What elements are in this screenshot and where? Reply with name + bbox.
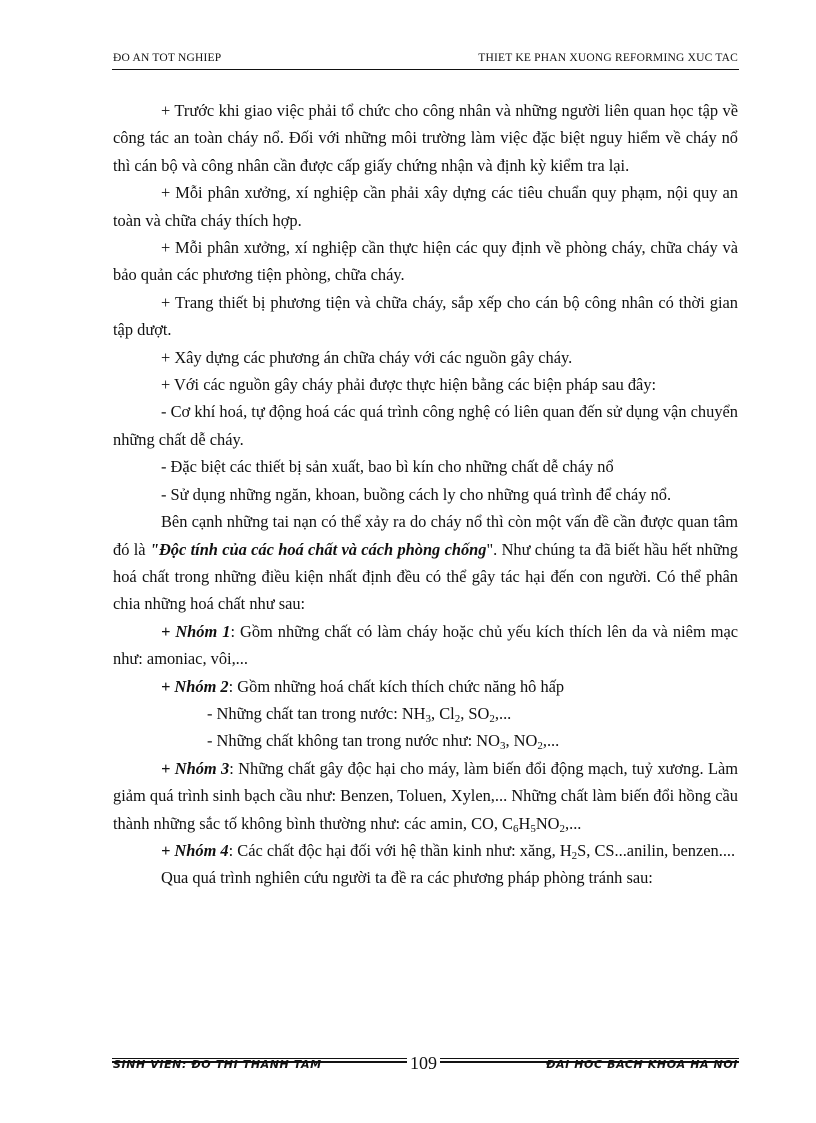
paragraph-training: + Trước khi giao việc phải tổ chức cho công nhân và những người liên quan học tập về công tác an toàn cháy nổ. Đối với những môi trường làm việc đặc biệt nguy hiểm về cháy nổ thì cán bộ và công nhân cần được cấp giấy chứng nhận và định kỳ kiểm tra lại. [113,101,738,175]
group-1-label: + Nhóm 1 [161,621,231,641]
paragraph-measures: + Với các nguồn gây cháy phải được thực hiện bằng các biện pháp sau đây: [161,375,657,395]
group-3-text: H [518,813,531,833]
group-2-label: + Nhóm 2 [161,676,229,696]
subscript: 2 [571,849,578,862]
group-4-text: S, CS...anilin, benzen.... [577,840,736,860]
paragraph-standards: + Mỗi phân xưởng, xí nghiệp cần phải xây dựng các tiêu chuẩn quy phạm, nội quy an toàn và chữa cháy thích hợp. [113,183,738,230]
group-4-paragraph [113,837,738,864]
group-1-paragraph [113,618,738,673]
subscript: 5 [530,822,536,835]
insoluble-text: , NO [505,731,538,751]
header-left-text: ĐO AN TOT NGHIEP [113,52,222,64]
group-3-paragraph [113,755,738,837]
group-2-text: : Gồm những hoá chất kích thích chức năng hô hấp [228,676,565,696]
paragraph-sealed-equipment: - Đặc biệt các thiết bị sản xuất, bao bì kín cho những chất dễ cháy nổ [161,457,614,477]
header-rule [112,69,739,70]
page-footer [113,1055,738,1077]
paragraph-toxicity [113,508,738,618]
insoluble-text: ,... [542,731,560,751]
soluble-text: ,... [494,703,512,723]
toxicity-emphasis: "Độc tính của các hoá chất và cách phòng chống [149,539,487,559]
group-2-soluble-line [113,700,738,727]
footer-university: ĐAI HOC BACH KHOA HA NOI [546,1058,738,1071]
paragraph-plans: + Xây dựng các phương án chữa cháy với các nguồn gây cháy. [161,347,573,367]
group-3-text: NO [535,813,560,833]
group-2-paragraph [113,673,738,700]
subscript: 3 [425,712,432,725]
toxicity-text-a: Bên cạnh những tai nạn có thể xảy ra do cháy nổ thì còn một vấn đề cần được quan tâm đó là [113,512,738,559]
page-body [113,97,738,892]
subscript: 2 [537,740,543,753]
paragraph-equipment: + Trang thiết bị phương tiện và chữa cháy, sắp xếp cho cán bộ công nhân có thời gian tập dượt. [113,292,738,340]
group-1-text: : Gồm những chất có làm cháy hoặc chủ yếu kích thích lên da và niêm mạc như: amoniac, vôi,... [113,621,738,669]
group-3-text: ,... [565,813,582,833]
page-number: 109 [407,1053,440,1074]
header-right-text: THIET KE PHAN XUONG REFORMING XUC TAC [478,52,738,64]
insoluble-text: - Những chất không tan trong nước như: NO [207,731,500,751]
soluble-text: , SO [460,703,490,723]
toxicity-text-b: ". Như chúng ta đã biết hầu hết những hoá chất trong những điều kiện nhất định đều có thể gây tác hại đến con người. Có thể phân chia những hoá chất như sau: [113,539,738,614]
soluble-text: , Cl [431,703,455,723]
subscript: 2 [454,712,461,725]
subscript: 6 [512,822,519,835]
paragraph-regulations: + Mỗi phân xưởng, xí nghiệp cần thực hiện các quy định về phòng cháy, chữa cháy và bảo quản các phương tiện phòng, chữa cháy. [113,238,738,285]
group-4-text: : Các chất độc hại đối với hệ thần kinh như: xăng, H [228,840,572,860]
subscript: 2 [489,712,495,725]
group-2-insoluble-line [113,727,738,754]
paragraph-automation: - Cơ khí hoá, tự động hoá các quá trình công nghệ có liên quan đến sử dụng vận chuyển những chất dễ cháy. [113,402,738,449]
subscript: 2 [559,822,565,835]
group-3-label: + Nhóm 3 [161,758,230,778]
group-3-text: : Những chất gây độc hại cho máy, làm biến đổi động mạch, tuỷ xương. Làm giảm quá trình sinh bạch cầu như: Benzen, Toluen, Xylen,... Những chất làm biến đổi hồng cầu thành những sắc tố không bình thường như: các amin, CO, C [113,758,738,833]
footer-student-name: SINH VIEN: ĐO THI THANH TAM [113,1058,322,1071]
paragraph-prevention-intro: Qua quá trình nghiên cứu người ta đề ra các phương pháp phòng tránh sau: [161,868,653,888]
group-4-label: + Nhóm 4 [161,840,229,860]
soluble-text: - Những chất tan trong nước: NH [207,703,426,723]
paragraph-isolation: - Sử dụng những ngăn, khoan, buồng cách ly cho những quá trình để cháy nổ. [161,484,672,504]
subscript: 3 [499,740,506,753]
page-header [113,50,738,70]
